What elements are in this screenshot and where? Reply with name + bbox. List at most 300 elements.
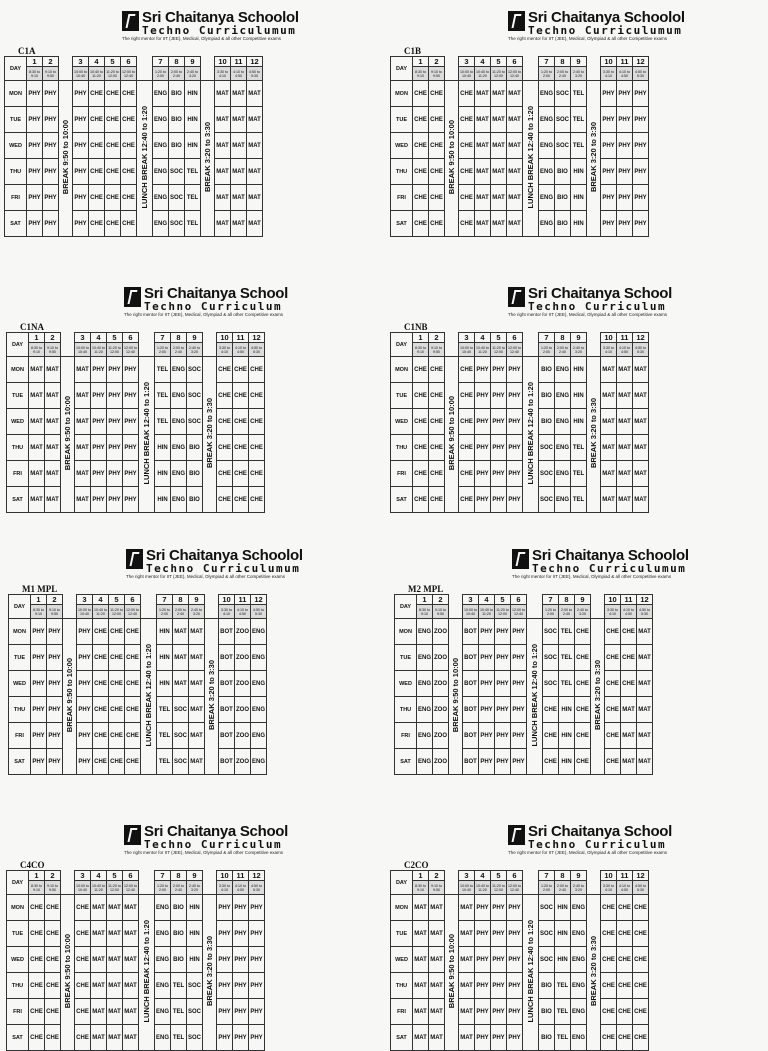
day-label: SAT bbox=[391, 487, 413, 513]
subject-cell: MAT bbox=[507, 81, 523, 107]
column-gap bbox=[523, 67, 539, 81]
column-gap bbox=[201, 57, 215, 67]
subject-cell: CHE bbox=[459, 487, 475, 513]
subject-cell: ZOO bbox=[235, 619, 251, 645]
subject-cell: ZOO bbox=[235, 723, 251, 749]
subject-cell: ENG bbox=[571, 947, 587, 973]
subject-cell: MAT bbox=[123, 973, 139, 999]
subject-cell: ENG bbox=[153, 159, 169, 185]
table-row bbox=[391, 107, 649, 133]
subject-cell: MAT bbox=[633, 461, 649, 487]
period-time: 10:40 to 11:20 bbox=[93, 605, 109, 619]
period-time: 10:00 to 10:40 bbox=[459, 343, 475, 357]
period-number: 3 bbox=[459, 57, 475, 67]
table-row bbox=[5, 133, 263, 159]
subject-cell: CHE bbox=[429, 185, 445, 211]
subject-cell: PHY bbox=[633, 133, 649, 159]
column-gap bbox=[203, 871, 217, 881]
subject-cell: CHE bbox=[413, 383, 429, 409]
subject-cell: MAT bbox=[107, 999, 123, 1025]
period-number: 1 bbox=[413, 871, 429, 881]
day-label: FRI bbox=[391, 185, 413, 211]
subject-cell: ENG bbox=[539, 211, 555, 237]
subject-cell: PHY bbox=[495, 619, 511, 645]
column-gap bbox=[137, 57, 153, 67]
subject-cell: MAT bbox=[247, 81, 263, 107]
subject-cell: MAT bbox=[107, 921, 123, 947]
subject-cell: CHE bbox=[429, 383, 445, 409]
period-time: 4:10 to 4:50 bbox=[617, 67, 633, 81]
table-row bbox=[5, 185, 263, 211]
table-row bbox=[391, 211, 649, 237]
day-label: THU bbox=[391, 973, 413, 999]
period-time: 9:10 to 9:50 bbox=[433, 605, 449, 619]
subject-cell: CHE bbox=[121, 185, 137, 211]
subject-cell: PHY bbox=[491, 947, 507, 973]
period-number: 2 bbox=[45, 333, 61, 343]
day-label: FRI bbox=[5, 185, 27, 211]
subject-cell: MAT bbox=[29, 383, 45, 409]
period-time: 10:40 to 11:20 bbox=[475, 343, 491, 357]
period-number: 7 bbox=[153, 57, 169, 67]
subject-cell: CHE bbox=[233, 409, 249, 435]
day-label: MON bbox=[7, 357, 29, 383]
subject-cell: PHY bbox=[617, 133, 633, 159]
column-gap bbox=[203, 343, 217, 357]
subject-cell: MAT bbox=[29, 435, 45, 461]
subject-cell: CHE bbox=[429, 357, 445, 383]
subject-cell: PHY bbox=[491, 435, 507, 461]
period-number: 6 bbox=[511, 595, 527, 605]
subject-cell: CHE bbox=[617, 947, 633, 973]
subject-cell: CHE bbox=[105, 81, 121, 107]
subject-cell: PHY bbox=[31, 671, 47, 697]
subject-cell: CHE bbox=[29, 921, 45, 947]
subject-cell: PHY bbox=[507, 947, 523, 973]
subject-cell: MAT bbox=[231, 211, 247, 237]
table-row bbox=[391, 999, 649, 1025]
period-number: 8 bbox=[169, 57, 185, 67]
table-row bbox=[9, 723, 267, 749]
table-row bbox=[7, 1025, 265, 1051]
period-time: 3:30 to 4:10 bbox=[217, 881, 233, 895]
subject-cell: PHY bbox=[475, 947, 491, 973]
subject-cell: MAT bbox=[459, 947, 475, 973]
curriculum-name: Techno Curriculum bbox=[528, 300, 667, 313]
subject-cell: PHY bbox=[475, 409, 491, 435]
period-time: 10:40 to 11:20 bbox=[91, 881, 107, 895]
subject-cell: PHY bbox=[77, 671, 93, 697]
subject-cell: PHY bbox=[507, 999, 523, 1025]
timetable bbox=[394, 594, 653, 775]
subject-cell: HIN bbox=[559, 697, 575, 723]
subject-cell: TEL bbox=[157, 749, 173, 775]
period-number: 3 bbox=[459, 871, 475, 881]
period-time: 10:00 to 10:40 bbox=[75, 881, 91, 895]
morning-break-column bbox=[61, 357, 75, 513]
subject-cell: MAT bbox=[637, 697, 653, 723]
subject-cell: MAT bbox=[189, 671, 205, 697]
subject-cell: MAT bbox=[617, 461, 633, 487]
period-time: 8:30 to 9:10 bbox=[31, 605, 47, 619]
period-time: 2:00 to 2:40 bbox=[555, 67, 571, 81]
subject-cell: PHY bbox=[31, 749, 47, 775]
period-number: 4 bbox=[475, 57, 491, 67]
day-label: MON bbox=[391, 895, 413, 921]
period-number: 11 bbox=[617, 333, 633, 343]
subject-cell: BOT bbox=[463, 697, 479, 723]
subject-cell: PHY bbox=[217, 895, 233, 921]
subject-cell: CHE bbox=[429, 133, 445, 159]
subject-cell: CHE bbox=[217, 409, 233, 435]
subject-cell: PHY bbox=[43, 133, 59, 159]
period-time: 9:10 to 9:50 bbox=[45, 343, 61, 357]
subject-cell: ENG bbox=[571, 895, 587, 921]
period-time: 2:00 to 2:40 bbox=[171, 343, 187, 357]
subject-cell: SOC bbox=[555, 107, 571, 133]
subject-cell: ENG bbox=[571, 921, 587, 947]
subject-cell: PHY bbox=[479, 671, 495, 697]
column-gap bbox=[449, 605, 463, 619]
subject-cell: MAT bbox=[475, 211, 491, 237]
subject-cell: PHY bbox=[123, 461, 139, 487]
period-time: 3:30 to 4:10 bbox=[219, 605, 235, 619]
lunch-break-column bbox=[523, 357, 539, 513]
subject-cell: MAT bbox=[173, 645, 189, 671]
subject-cell: CHE bbox=[459, 107, 475, 133]
subject-cell: CHE bbox=[413, 357, 429, 383]
subject-cell: CHE bbox=[93, 619, 109, 645]
subject-cell: PHY bbox=[91, 487, 107, 513]
subject-cell: MAT bbox=[491, 159, 507, 185]
subject-cell: SOC bbox=[543, 671, 559, 697]
table-row bbox=[391, 973, 649, 999]
subject-cell: MAT bbox=[459, 895, 475, 921]
subject-cell: MAT bbox=[617, 435, 633, 461]
subject-cell: CHE bbox=[429, 81, 445, 107]
column-gap bbox=[61, 871, 75, 881]
subject-cell: PHY bbox=[43, 107, 59, 133]
day-label: THU bbox=[5, 159, 27, 185]
subject-cell: CHE bbox=[125, 723, 141, 749]
subject-cell: CHE bbox=[601, 1025, 617, 1051]
subject-cell: MAT bbox=[429, 973, 445, 999]
period-time: 10:00 to 10:40 bbox=[459, 881, 475, 895]
column-gap bbox=[203, 333, 217, 343]
morning-break-column bbox=[63, 619, 77, 775]
subject-cell: CHE bbox=[617, 895, 633, 921]
period-time: 1:20 to 2:00 bbox=[155, 881, 171, 895]
subject-cell: MAT bbox=[633, 383, 649, 409]
period-number: 4 bbox=[91, 333, 107, 343]
subject-cell: PHY bbox=[507, 383, 523, 409]
class-name: C1B bbox=[404, 46, 422, 56]
table-row bbox=[391, 81, 649, 107]
subject-cell: PHY bbox=[507, 895, 523, 921]
subject-cell: MAT bbox=[617, 487, 633, 513]
subject-cell: PHY bbox=[73, 211, 89, 237]
subject-cell: CHE bbox=[89, 159, 105, 185]
period-number: 1 bbox=[417, 595, 433, 605]
school-header bbox=[6, 822, 378, 856]
period-number: 9 bbox=[575, 595, 591, 605]
subject-cell: CHE bbox=[29, 947, 45, 973]
day-label: THU bbox=[7, 435, 29, 461]
subject-cell: MAT bbox=[123, 999, 139, 1025]
subject-cell: PHY bbox=[491, 383, 507, 409]
period-time: 10:40 to 11:20 bbox=[89, 67, 105, 81]
period-time: 12:00 to 12:40 bbox=[125, 605, 141, 619]
period-time: 9:10 to 9:50 bbox=[45, 881, 61, 895]
day-header: DAY bbox=[395, 595, 417, 619]
period-time: 8:30 to 9:10 bbox=[29, 881, 45, 895]
subject-cell: TEL bbox=[155, 357, 171, 383]
subject-cell: MAT bbox=[231, 159, 247, 185]
period-number: 1 bbox=[29, 871, 45, 881]
subject-cell: PHY bbox=[91, 435, 107, 461]
subject-cell: PHY bbox=[491, 1025, 507, 1051]
subject-cell: MAT bbox=[247, 107, 263, 133]
period-time: 2:00 to 2:40 bbox=[171, 881, 187, 895]
day-label: FRI bbox=[9, 723, 31, 749]
class-name: C1A bbox=[18, 46, 36, 56]
subject-cell: PHY bbox=[31, 619, 47, 645]
table-row bbox=[9, 619, 267, 645]
subject-cell: TEL bbox=[555, 1025, 571, 1051]
lunch-break-column bbox=[523, 81, 539, 237]
subject-cell: ENG bbox=[555, 435, 571, 461]
subject-cell: PHY bbox=[507, 435, 523, 461]
period-number: 7 bbox=[543, 595, 559, 605]
subject-cell: CHE bbox=[233, 435, 249, 461]
period-time: 10:00 to 10:40 bbox=[77, 605, 93, 619]
subject-cell: BOT bbox=[219, 749, 235, 775]
subject-cell: MAT bbox=[75, 461, 91, 487]
period-number: 1 bbox=[413, 333, 429, 343]
afternoon-break-column bbox=[587, 81, 601, 237]
period-time: 1:20 to 2:00 bbox=[543, 605, 559, 619]
subject-cell: BOT bbox=[219, 697, 235, 723]
subject-cell: CHE bbox=[105, 185, 121, 211]
subject-cell: CHE bbox=[413, 185, 429, 211]
period-number: 9 bbox=[187, 333, 203, 343]
period-number: 9 bbox=[185, 57, 201, 67]
subject-cell: MAT bbox=[413, 999, 429, 1025]
subject-cell: CHE bbox=[413, 81, 429, 107]
timetable bbox=[6, 332, 265, 513]
period-number: 8 bbox=[555, 57, 571, 67]
afternoon-break-column bbox=[203, 357, 217, 513]
period-number: 4 bbox=[475, 871, 491, 881]
subject-cell: HIN bbox=[187, 921, 203, 947]
period-time: 11:20 to 12:00 bbox=[107, 881, 123, 895]
subject-cell: MAT bbox=[507, 133, 523, 159]
subject-cell: PHY bbox=[511, 619, 527, 645]
subject-cell: PHY bbox=[479, 749, 495, 775]
period-number: 8 bbox=[559, 595, 575, 605]
subject-cell: CHE bbox=[121, 81, 137, 107]
subject-cell: MAT bbox=[637, 619, 653, 645]
subject-cell: ENG bbox=[155, 1025, 171, 1051]
subject-cell: CHE bbox=[413, 435, 429, 461]
period-time: 4:10 to 4:50 bbox=[231, 67, 247, 81]
subject-cell: PHY bbox=[479, 697, 495, 723]
subject-cell: MAT bbox=[45, 357, 61, 383]
lunch-break-label: LUNCH BREAK 12:40 to 1:20 bbox=[144, 644, 153, 747]
column-gap bbox=[449, 595, 463, 605]
subject-cell: CHE bbox=[93, 749, 109, 775]
subject-cell: ENG bbox=[251, 723, 267, 749]
subject-cell: MAT bbox=[75, 383, 91, 409]
subject-cell: SOC bbox=[169, 211, 185, 237]
subject-cell: MAT bbox=[429, 1025, 445, 1051]
subject-cell: CHE bbox=[617, 973, 633, 999]
subject-cell: BIO bbox=[187, 435, 203, 461]
period-time: 11:20 to 12:00 bbox=[491, 67, 507, 81]
subject-cell: HIN bbox=[155, 435, 171, 461]
subject-cell: MAT bbox=[215, 81, 231, 107]
morning-break-label: BREAK 9:50 to 10:00 bbox=[447, 396, 456, 471]
subject-cell: PHY bbox=[43, 159, 59, 185]
column-gap bbox=[587, 57, 601, 67]
subject-cell: PHY bbox=[511, 645, 527, 671]
subject-cell: CHE bbox=[601, 921, 617, 947]
period-number: 6 bbox=[121, 57, 137, 67]
subject-cell: ZOO bbox=[433, 645, 449, 671]
subject-cell: PHY bbox=[47, 723, 63, 749]
subject-cell: PHY bbox=[601, 159, 617, 185]
subject-cell: PHY bbox=[27, 107, 43, 133]
subject-cell: HIN bbox=[187, 895, 203, 921]
table-row bbox=[9, 697, 267, 723]
lunch-break-label: LUNCH BREAK 12:40 to 1:20 bbox=[142, 382, 151, 485]
subject-cell: SOC bbox=[539, 947, 555, 973]
period-number: 1 bbox=[413, 57, 429, 67]
subject-cell: MAT bbox=[413, 921, 429, 947]
subject-cell: CHE bbox=[575, 749, 591, 775]
subject-cell: MAT bbox=[215, 133, 231, 159]
subject-cell: MAT bbox=[215, 211, 231, 237]
period-time: 1:20 to 2:00 bbox=[539, 881, 555, 895]
day-label: SAT bbox=[391, 1025, 413, 1051]
column-gap bbox=[445, 881, 459, 895]
subject-cell: BIO bbox=[539, 973, 555, 999]
table-row bbox=[395, 697, 653, 723]
morning-break-label: BREAK 9:50 to 10:00 bbox=[63, 934, 72, 1009]
subject-cell: MAT bbox=[491, 133, 507, 159]
afternoon-break-label: BREAK 3:20 to 3:30 bbox=[589, 936, 598, 1007]
subject-cell: BOT bbox=[219, 645, 235, 671]
day-header: DAY bbox=[391, 57, 413, 81]
subject-cell: MAT bbox=[637, 723, 653, 749]
subject-cell: PHY bbox=[507, 461, 523, 487]
period-number: 11 bbox=[233, 871, 249, 881]
subject-cell: ZOO bbox=[235, 697, 251, 723]
subject-cell: PHY bbox=[479, 723, 495, 749]
subject-cell: CHE bbox=[543, 749, 559, 775]
subject-cell: BOT bbox=[463, 645, 479, 671]
subject-cell: TEL bbox=[185, 211, 201, 237]
curriculum-name: Techno Curriculumum bbox=[142, 24, 297, 37]
table-row bbox=[395, 749, 653, 775]
subject-cell: CHE bbox=[75, 973, 91, 999]
subject-cell: MAT bbox=[91, 1025, 107, 1051]
period-time: 11:20 to 12:00 bbox=[491, 343, 507, 357]
subject-cell: MAT bbox=[637, 749, 653, 775]
subject-cell: CHE bbox=[45, 973, 61, 999]
morning-break-label: BREAK 9:50 to 10:00 bbox=[451, 658, 460, 733]
day-header: DAY bbox=[391, 871, 413, 895]
subject-cell: PHY bbox=[107, 409, 123, 435]
period-number: 7 bbox=[539, 871, 555, 881]
table-row bbox=[7, 435, 265, 461]
period-time: 2:40 to 3:20 bbox=[571, 67, 587, 81]
subject-cell: CHE bbox=[89, 81, 105, 107]
day-label: WED bbox=[7, 947, 29, 973]
subject-cell: TEL bbox=[157, 697, 173, 723]
subject-cell: PHY bbox=[47, 749, 63, 775]
subject-cell: CHE bbox=[249, 461, 265, 487]
period-number: 1 bbox=[29, 333, 45, 343]
subject-cell: MAT bbox=[91, 895, 107, 921]
subject-cell: HIN bbox=[571, 159, 587, 185]
subject-cell: PHY bbox=[633, 81, 649, 107]
subject-cell: ENG bbox=[555, 383, 571, 409]
period-number: 3 bbox=[459, 333, 475, 343]
column-gap bbox=[587, 333, 601, 343]
subject-cell: CHE bbox=[75, 921, 91, 947]
column-gap bbox=[445, 343, 459, 357]
subject-cell: TEL bbox=[571, 487, 587, 513]
period-number: 11 bbox=[617, 57, 633, 67]
subject-cell: MAT bbox=[107, 1025, 123, 1051]
tagline: The right mentor for IIT (JEE), Medical, Olympiad & all other Competitive exams bbox=[508, 312, 667, 317]
period-number: 1 bbox=[27, 57, 43, 67]
table-row bbox=[391, 409, 649, 435]
period-number: 2 bbox=[429, 57, 445, 67]
subject-cell: CHE bbox=[29, 895, 45, 921]
subject-cell: PHY bbox=[123, 383, 139, 409]
school-logo-icon bbox=[508, 287, 525, 307]
day-header: DAY bbox=[391, 333, 413, 357]
subject-cell: CHE bbox=[601, 947, 617, 973]
table-row bbox=[391, 133, 649, 159]
subject-cell: PHY bbox=[47, 645, 63, 671]
subject-cell: PHY bbox=[507, 409, 523, 435]
day-header: DAY bbox=[5, 57, 27, 81]
subject-cell: CHE bbox=[233, 461, 249, 487]
subject-cell: ENG bbox=[171, 383, 187, 409]
class-name: M2 MPL bbox=[408, 584, 444, 594]
subject-cell: BOT bbox=[219, 671, 235, 697]
period-number: 6 bbox=[123, 333, 139, 343]
period-time: 9:10 to 9:50 bbox=[429, 67, 445, 81]
class-name: M1 MPL bbox=[22, 584, 58, 594]
subject-cell: CHE bbox=[93, 645, 109, 671]
subject-cell: MAT bbox=[601, 487, 617, 513]
school-name: Sri Chaitanya School bbox=[528, 823, 673, 840]
table-row bbox=[7, 357, 265, 383]
subject-cell: MAT bbox=[491, 81, 507, 107]
day-label: SAT bbox=[7, 1025, 29, 1051]
subject-cell: PHY bbox=[601, 81, 617, 107]
subject-cell: MAT bbox=[231, 133, 247, 159]
subject-cell: MAT bbox=[475, 185, 491, 211]
subject-cell: MAT bbox=[29, 461, 45, 487]
tagline: The right mentor for IIT (JEE), Medical, Olympiad & all other Competitive exams bbox=[508, 850, 667, 855]
day-label: MON bbox=[391, 81, 413, 107]
column-gap bbox=[527, 605, 543, 619]
